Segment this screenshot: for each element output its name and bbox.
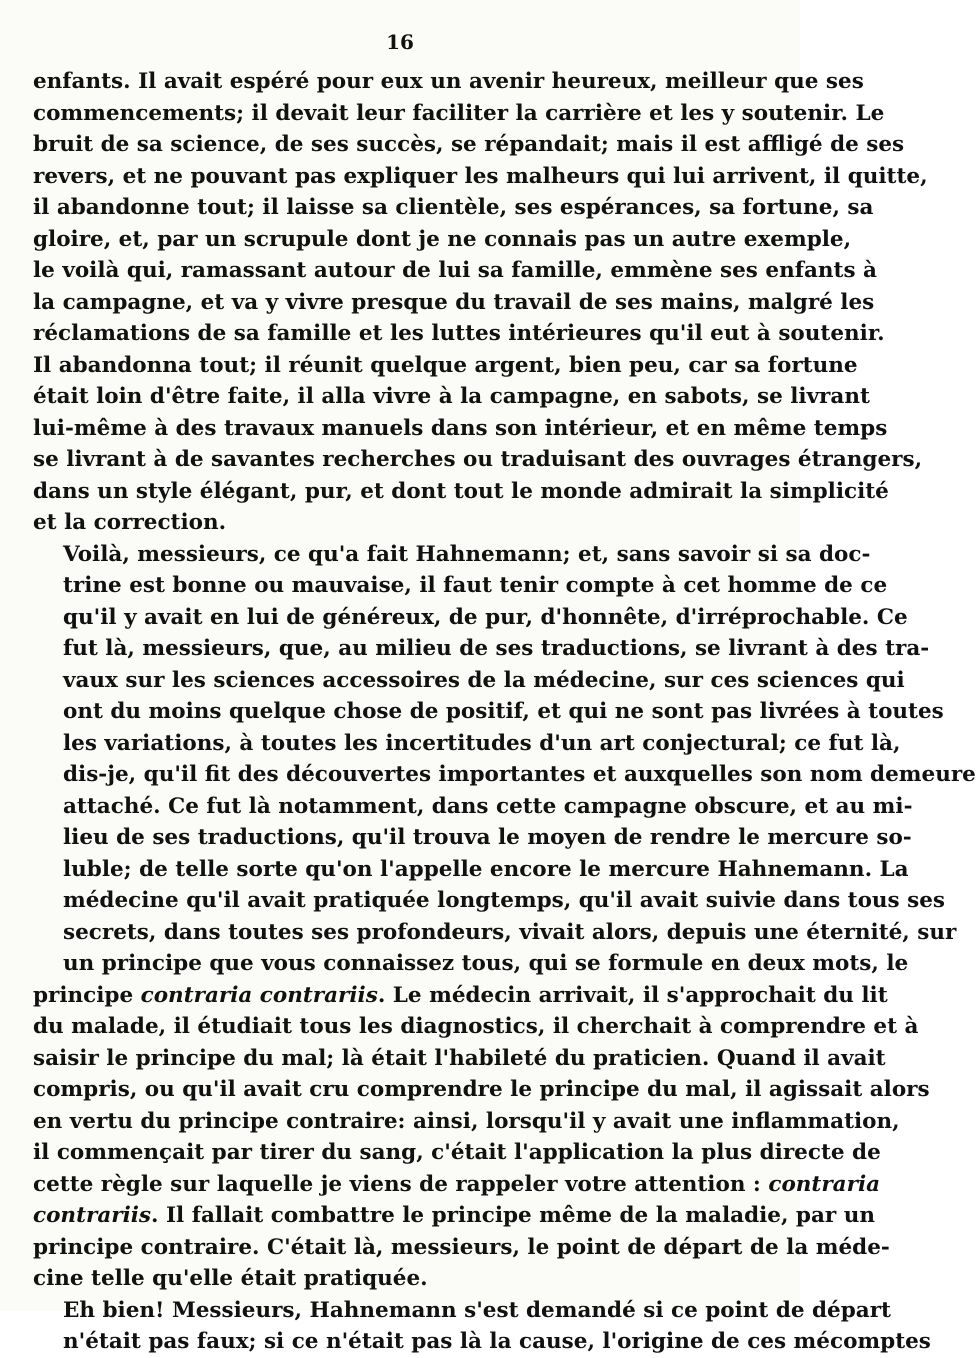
- text-line: Il abandonna tout; il réunit quelque argent, bien peu, car sa fortune: [33, 352, 858, 378]
- text-line: en vertu du principe contraire: ainsi, lorsqu'il y avait une inflammation,: [33, 1108, 900, 1134]
- paragraph-1: [33, 66, 928, 539]
- text-span: principe: [33, 982, 141, 1008]
- page-number: 16: [386, 30, 414, 54]
- text-line: ont du moins quelque chose de positif, et qui ne sont pas livrées à toutes: [63, 699, 944, 724]
- text-span: . Le médecin arrivait, il s'approchait du lit: [377, 982, 888, 1008]
- text-line: fut là, messieurs, que, au milieu de ses traductions, se livrant à des tra-: [63, 636, 930, 661]
- text-line: réclamations de sa famille et les luttes intérieures qu'il eut à soutenir.: [33, 321, 885, 346]
- text-line: secrets, dans toutes ses profondeurs, vivait alors, depuis une éternité, sur: [63, 919, 957, 945]
- text-line: la campagne, et va y vivre presque du travail de ses mains, malgré les: [33, 289, 875, 315]
- paragraph-3: [33, 1295, 931, 1358]
- text-line: lieu de ses traductions, qu'il trouva le moyen de rendre le mercure so-: [63, 825, 912, 850]
- text-line: Voilà, messieurs, ce qu'a fait Hahnemann; et, sans savoir si sa doc-: [63, 541, 871, 567]
- text-line: lui-même à des travaux manuels dans son intérieur, et en même temps: [33, 415, 888, 441]
- text-line: il commençait par tirer du sang, c'était l'application la plus directe de: [33, 1140, 881, 1165]
- text-line: [33, 980, 888, 1012]
- text-line: et la correction.: [33, 510, 227, 535]
- text-line: revers, et ne pouvant pas expliquer les malheurs qui lui arrivent, il quitte,: [33, 163, 928, 189]
- text-line: [33, 1169, 881, 1201]
- text-line: enfants. Il avait espéré pour eux un avenir heureux, meilleur que ses: [33, 69, 864, 94]
- text-line: médecine qu'il avait pratiquée longtemps, qu'il avait suivie dans tous ses: [63, 888, 946, 913]
- text-line: luble; de telle sorte qu'on l'appelle encore le mercure Hahnemann. La: [63, 856, 909, 882]
- text-line: vaux sur les sciences accessoires de la médecine, sur ces sciences qui: [63, 667, 905, 693]
- italic-term: contraria: [768, 1171, 881, 1197]
- text-line: dis-je, qu'il fit des découvertes importantes et auxquelles son nom demeure: [63, 762, 976, 787]
- text-line: gloire, et, par un scrupule dont je ne connais pas un autre exemple,: [33, 226, 852, 252]
- text-line: trine est bonne ou mauvaise, il faut tenir compte à cet homme de ce: [63, 573, 888, 598]
- text-span: . Il fallait combattre le principe même de la maladie, par un: [151, 1203, 875, 1228]
- text-line: [33, 1200, 875, 1232]
- text-line: le voilà qui, ramassant autour de lui sa famille, emmène ses enfants à: [33, 258, 877, 283]
- text-line: n'était pas faux; si ce n'était pas là la cause, l'origine de ces mécomptes: [63, 1329, 931, 1354]
- text-line: il abandonne tout; il laisse sa clientèle, ses espérances, sa fortune, sa: [33, 195, 874, 220]
- text-line: Eh bien! Messieurs, Hahnemann s'est demandé si ce point de départ: [63, 1297, 891, 1323]
- text-line: dans un style élégant, pur, et dont tout le monde admirait la simplicité: [33, 478, 889, 504]
- italic-term: contraria contrariis: [140, 982, 378, 1008]
- text-line: commencements; il devait leur faciliter la carrière et les y soutenir. Le: [33, 100, 885, 126]
- text-line: attaché. Ce fut là notamment, dans cette campagne obscure, et au mi-: [63, 793, 913, 819]
- paragraph-2-continued: [33, 980, 930, 1295]
- text-line: du malade, il étudiait tous les diagnostics, il cherchait à comprendre et à: [33, 1014, 919, 1039]
- text-line: un principe que vous connaissez tous, qui se formule en deux mots, le: [63, 951, 909, 976]
- text-line: les variations, à toutes les incertitudes d'un art conjectural; ce fut là,: [63, 730, 901, 756]
- italic-term: contrariis: [33, 1203, 152, 1228]
- body-text: [33, 66, 976, 1358]
- text-line: saisir le principe du mal; là était l'habileté du praticien. Quand il avait: [33, 1045, 886, 1071]
- paragraph-2: [33, 539, 976, 980]
- text-span: cette règle sur laquelle je viens de rappeler votre attention :: [33, 1171, 769, 1197]
- text-line: cine telle qu'elle était pratiquée.: [33, 1266, 428, 1291]
- text-line: bruit de sa science, de ses succès, se répandait; mais il est affligé de ses: [33, 132, 905, 157]
- text-line: principe contraire. C'était là, messieurs, le point de départ de la méde-: [33, 1234, 890, 1260]
- text-line: se livrant à de savantes recherches ou traduisant des ouvrages étrangers,: [33, 447, 923, 472]
- text-line: qu'il y avait en lui de généreux, de pur, d'honnête, d'irréprochable. Ce: [63, 604, 908, 630]
- text-line: compris, ou qu'il avait cru comprendre le principe du mal, il agissait alors: [33, 1077, 930, 1102]
- text-line: était loin d'être faite, il alla vivre à la campagne, en sabots, se livrant: [33, 384, 870, 409]
